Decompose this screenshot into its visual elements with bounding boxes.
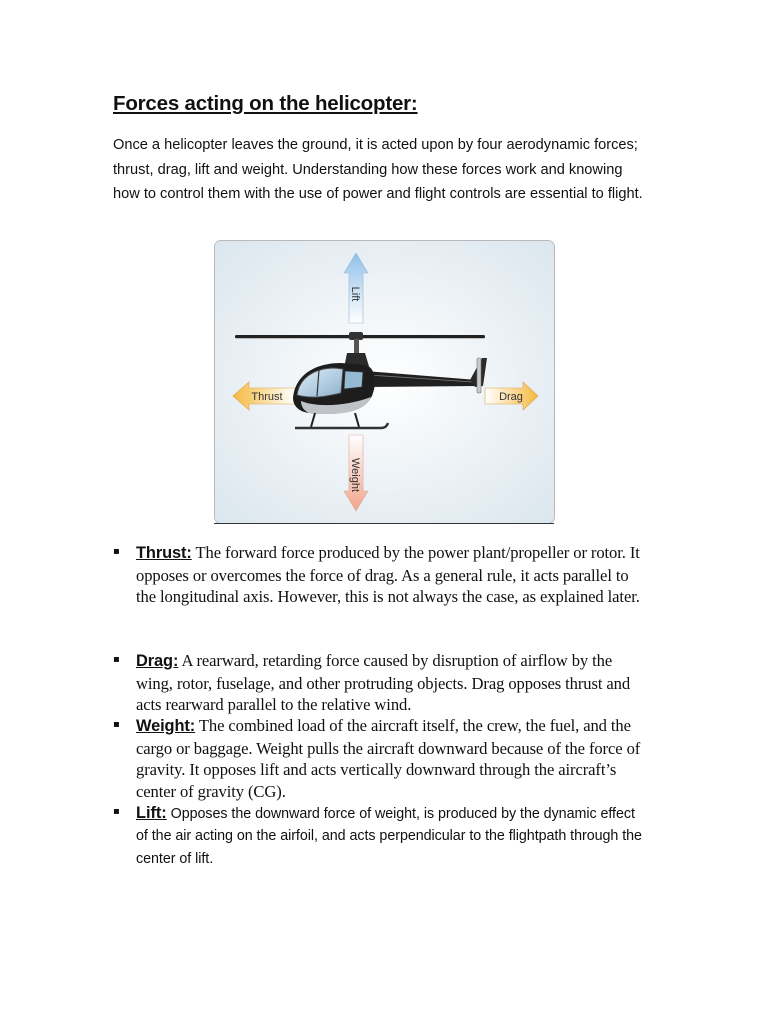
weight-label: Weight xyxy=(349,457,361,493)
thrust-label: Thrust xyxy=(251,391,283,403)
force-term: Thrust: xyxy=(136,544,192,562)
bullet-icon: ▪ xyxy=(113,654,120,665)
force-description: A rearward, retarding force caused by disruption of airflow by the wing, rotor, fuselage, and other protruding objects. Drag opposes thrust and acts rearward parallel to the relative wind. xyxy=(136,651,631,715)
force-description: The forward force produced by the power plant/propeller or rotor. It opposes or overcomes the force of drag. As a general rule, it acts parallel to the longitudinal axis. However, this is not always the case, as explained later. xyxy=(136,543,640,607)
bullet-icon: ▪ xyxy=(113,719,120,730)
force-description: The combined load of the aircraft itself, the crew, the fuel, and the cargo or baggage. Weight pulls the aircraft downward because of the force of gravity. It opposes lift and acts vertically downward through the aircraft’s center of gravity (CG). xyxy=(136,716,641,802)
figure-divider xyxy=(214,523,554,524)
force-term: Drag: xyxy=(136,652,179,670)
bullet-icon: ▪ xyxy=(113,546,120,557)
page-title: Forces acting on the helicopter: xyxy=(113,92,418,115)
bullet-icon: ▪ xyxy=(113,806,120,817)
force-term: Weight: xyxy=(136,717,196,735)
lift-label: Lift xyxy=(349,286,361,302)
drag-label: Drag xyxy=(499,391,523,403)
force-term: Lift: xyxy=(136,804,167,822)
helicopter-forces-diagram xyxy=(214,240,555,524)
intro-paragraph: Once a helicopter leaves the ground, it is acted upon by four aerodynamic forces; thrust, drag, lift and weight. Understanding how these forces work and knowing how to control them with the use of power and flight controls are essential to flight. xyxy=(113,137,643,202)
force-description: Opposes the downward force of weight, is produced by the dynamic effect of the air acting on the airfoil, and acts perpendicular to the flightpath through the center of lift. xyxy=(136,806,642,867)
